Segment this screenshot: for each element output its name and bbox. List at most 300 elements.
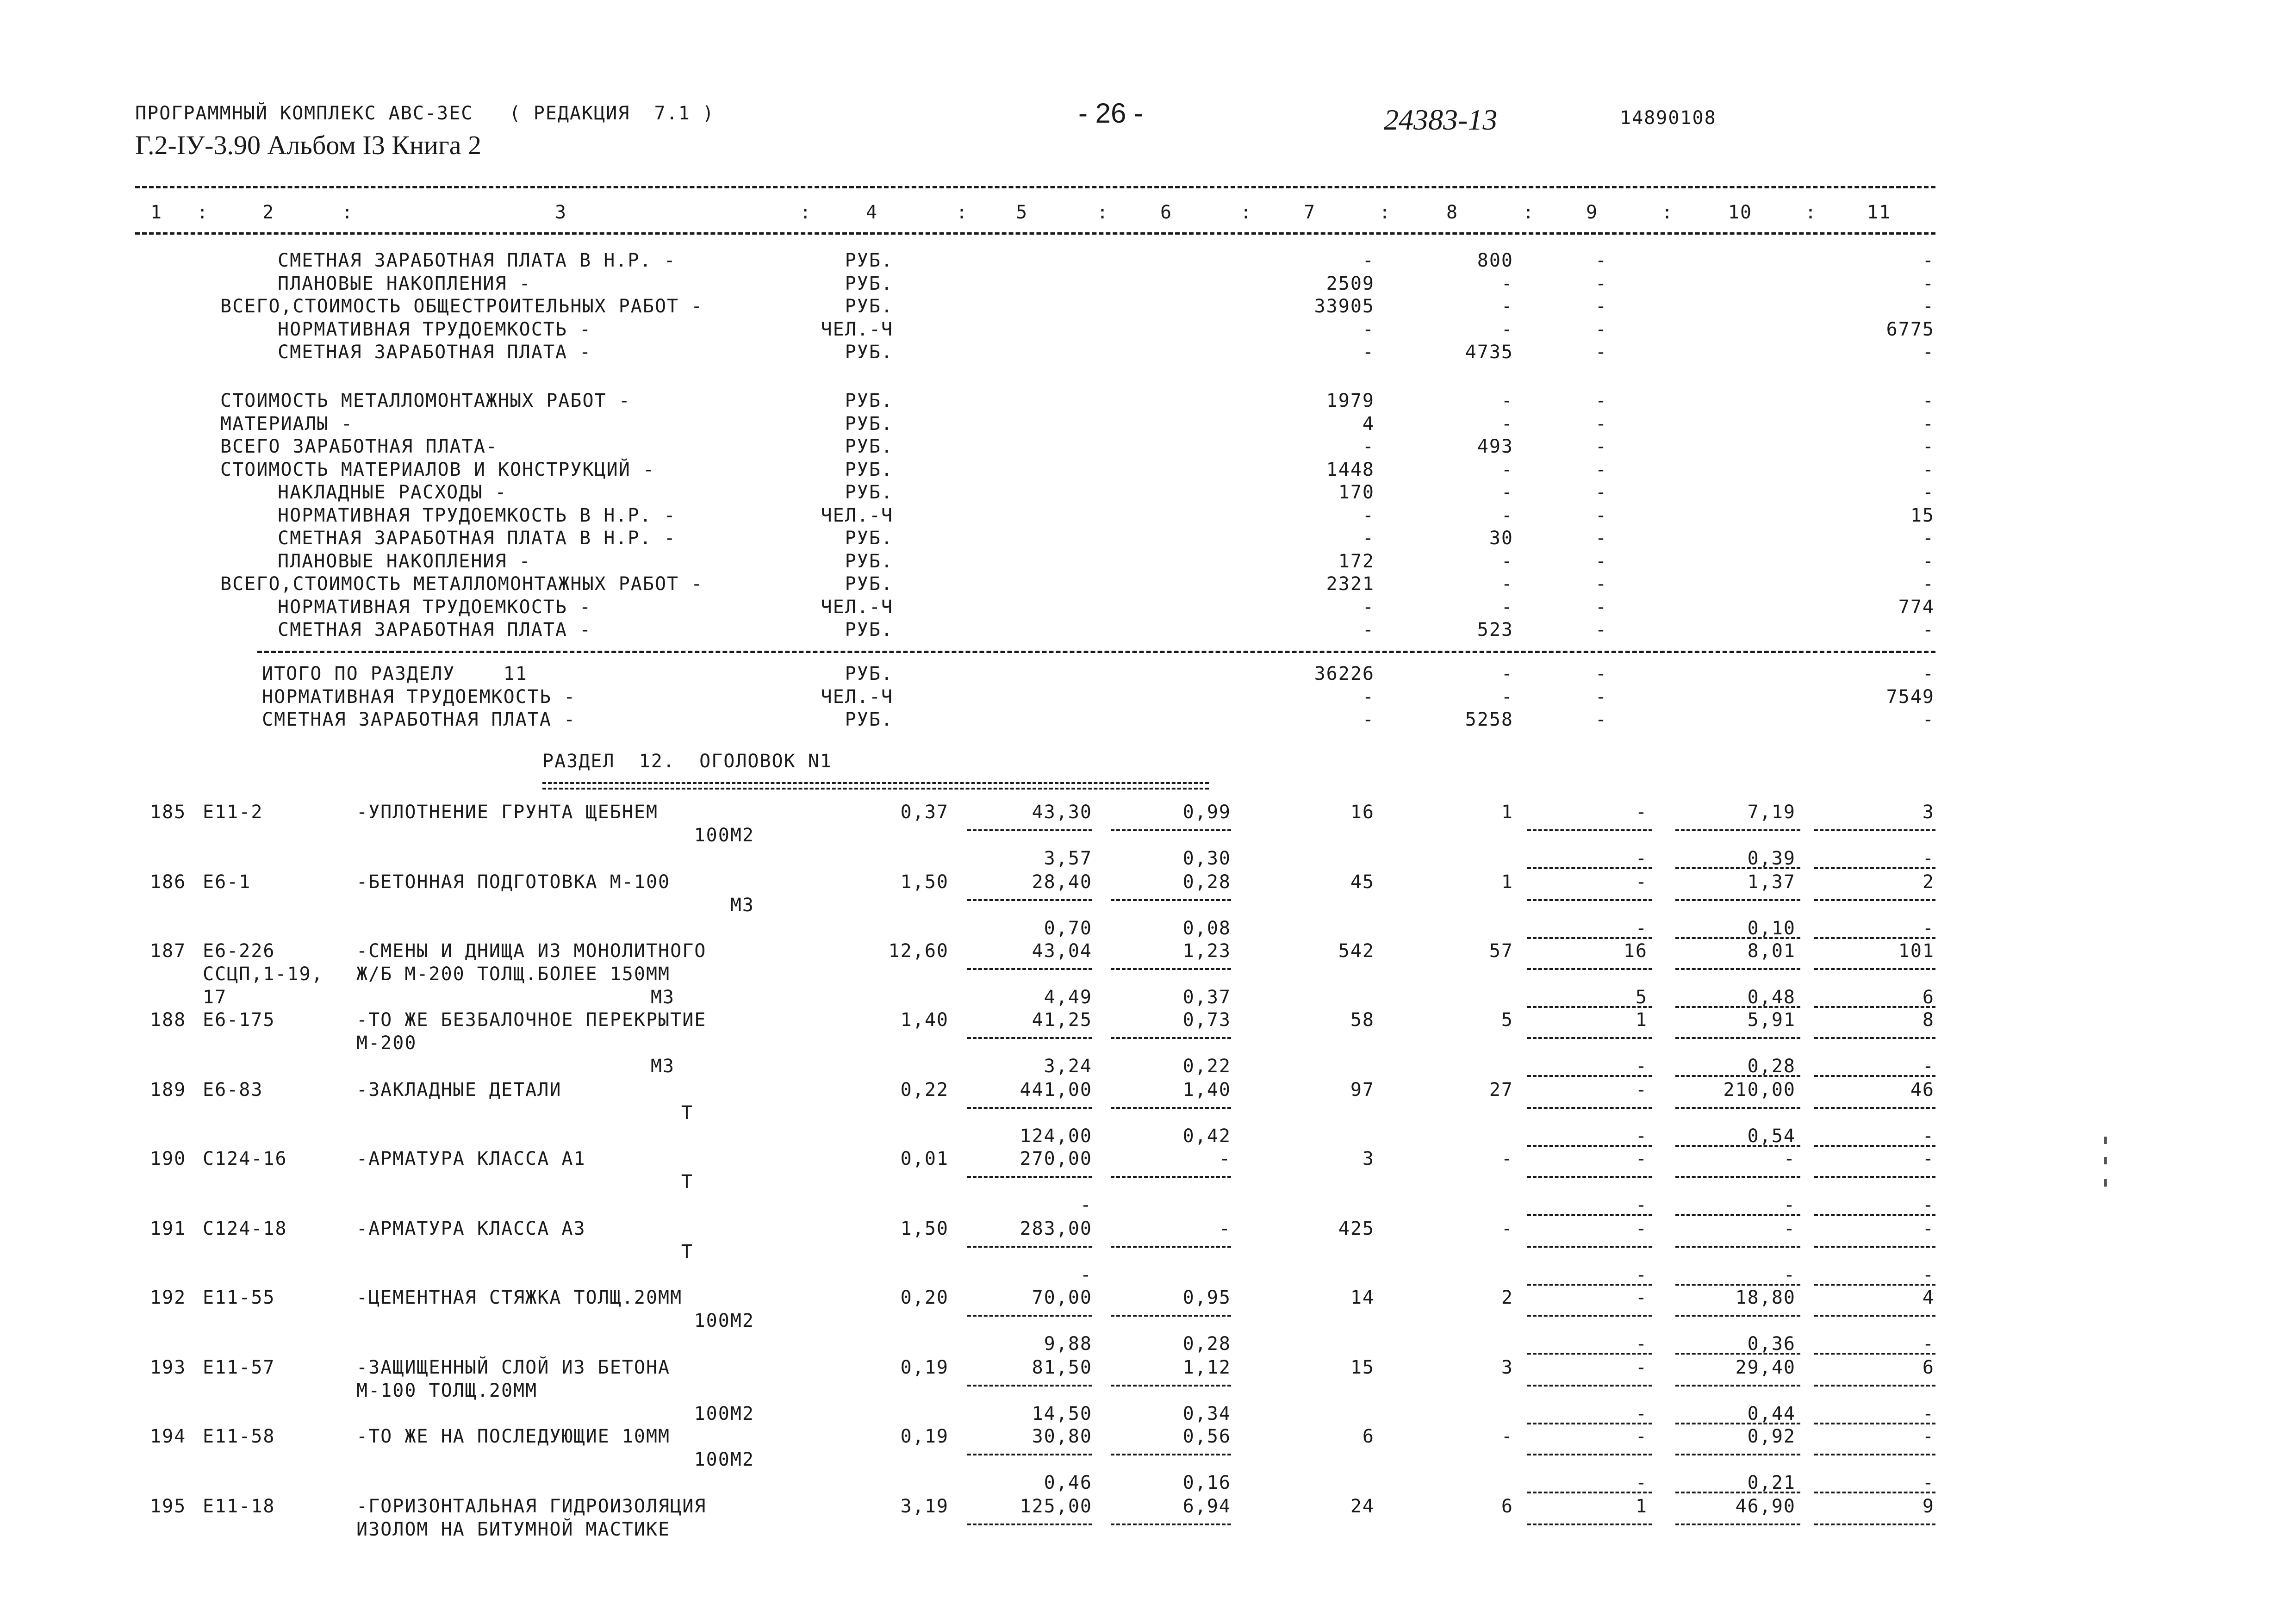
cell-underline <box>1111 1385 1231 1387</box>
item-wage-cost: 0,95 <box>1182 1287 1231 1308</box>
column-separator: : <box>342 202 354 223</box>
item-number: 193 <box>150 1357 187 1378</box>
item-code: Е6-83 <box>203 1079 263 1101</box>
item-quantity: 0,37 <box>900 802 949 823</box>
item-col9: - <box>1635 1426 1648 1447</box>
summary-value-col8: - <box>1501 482 1513 503</box>
item-unit-cost: 41,25 <box>1032 1009 1092 1031</box>
item-col10: - <box>1783 1148 1796 1169</box>
header-bottom-rule <box>135 232 1935 235</box>
summary-value-col8: 800 <box>1477 250 1513 271</box>
item-description: -АРМАТУРА КЛАССА А3 <box>356 1218 586 1239</box>
item-secondary-col10: 0,44 <box>1747 1403 1796 1424</box>
item-quantity: 0,19 <box>900 1357 949 1378</box>
cell-underline <box>967 1176 1092 1178</box>
summary-value-col7: - <box>1362 436 1375 457</box>
item-wage-cost: 0,28 <box>1182 871 1231 893</box>
summary-unit: РУБ. <box>845 709 893 730</box>
summary-value-col7: 172 <box>1338 550 1375 572</box>
summary-value-col11: 774 <box>1898 596 1935 618</box>
cell-underline <box>1675 1315 1800 1317</box>
cell-underline <box>1111 1176 1231 1178</box>
item-secondary-col10: 0,28 <box>1747 1056 1796 1077</box>
cell-underline <box>1814 1246 1935 1248</box>
summary-value-col7: 36226 <box>1314 663 1375 684</box>
cell-underline <box>1814 1492 1935 1493</box>
item-description: М-100 ТОЛЩ.20ММ <box>356 1380 538 1401</box>
cell-underline <box>1527 899 1652 901</box>
section-title: РАЗДЕЛ 12. ОГОЛОВОК N1 <box>542 751 832 772</box>
cell-underline <box>1527 829 1652 831</box>
cell-underline <box>1111 829 1231 831</box>
cell-underline <box>1111 1315 1231 1317</box>
cell-underline <box>1814 1145 1935 1147</box>
cell-underline <box>1814 1107 1935 1109</box>
cell-underline <box>1527 1423 1652 1424</box>
item-description: -ТО ЖЕ БЕЗБАЛОЧНОЕ ПЕРЕКРЫТИЕ <box>356 1009 707 1031</box>
item-secondary-col6: 0,37 <box>1182 987 1231 1008</box>
cell-underline <box>1814 1315 1935 1317</box>
cell-underline <box>1675 1524 1800 1525</box>
cell-underline <box>967 1315 1092 1317</box>
item-description: -СМЕНЫ И ДНИЩА ИЗ МОНОЛИТНОГО <box>356 940 707 962</box>
summary-unit: РУБ. <box>845 413 893 435</box>
item-secondary-col9: 5 <box>1635 987 1648 1008</box>
item-secondary-col9: - <box>1635 918 1648 939</box>
column-header-1: 1 <box>150 202 163 223</box>
item-unit-cost: 30,80 <box>1032 1426 1092 1447</box>
item-secondary-col5: 3,57 <box>1044 848 1092 869</box>
item-secondary-col5: 0,46 <box>1044 1472 1092 1493</box>
cell-underline <box>967 899 1092 901</box>
cell-underline <box>1675 937 1800 939</box>
cell-underline <box>1814 1214 1935 1216</box>
item-wage-cost: 0,73 <box>1182 1009 1231 1031</box>
cell-underline <box>1814 1037 1935 1039</box>
item-unit: М3 <box>650 1056 675 1077</box>
summary-value-col7: - <box>1362 504 1375 526</box>
item-wage-cost: - <box>1219 1218 1231 1239</box>
summary-unit: РУБ. <box>845 296 893 317</box>
column-header-2: 2 <box>262 202 275 223</box>
cell-underline <box>1111 1454 1231 1455</box>
summary-value-col8: - <box>1501 550 1513 572</box>
item-col10: 5,91 <box>1747 1009 1796 1031</box>
cell-underline <box>1814 1176 1935 1178</box>
item-total-cost: 14 <box>1350 1287 1375 1308</box>
item-col11: 6 <box>1922 1357 1935 1378</box>
cell-underline <box>967 1524 1092 1525</box>
item-number: 186 <box>150 871 187 893</box>
item-unit-cost: 81,50 <box>1032 1357 1092 1378</box>
summary-value-col7: - <box>1362 250 1375 271</box>
summary-value-col9: - <box>1595 663 1608 684</box>
item-quantity: 0,19 <box>900 1426 949 1447</box>
summary-label: НОРМАТИВНАЯ ТРУДОЕМКОСТЬ - <box>278 596 592 618</box>
summary-value-col9: - <box>1595 250 1608 271</box>
summary-label: ВСЕГО,СТОИМОСТЬ ОБЩЕСТРОИТЕЛЬНЫХ РАБОТ - <box>220 296 703 317</box>
summary-value-col7: 1979 <box>1326 390 1375 411</box>
summary-unit: РУБ. <box>845 619 893 640</box>
item-col11: 4 <box>1922 1287 1935 1308</box>
summary-value-col7: 1448 <box>1326 459 1375 480</box>
item-description: -ЦЕМЕНТНАЯ СТЯЖКА ТОЛЩ.20ММ <box>356 1287 683 1308</box>
cell-underline <box>1527 1006 1652 1008</box>
item-total-wage: - <box>1501 1218 1513 1239</box>
summary-value-col7: 33905 <box>1314 296 1375 317</box>
item-unit: М3 <box>650 987 675 1008</box>
summary-value-col7: 2509 <box>1326 273 1375 294</box>
summary-value-col11: - <box>1922 709 1935 730</box>
item-total-wage: - <box>1501 1148 1513 1169</box>
summary-value-col8: 5258 <box>1465 709 1513 730</box>
item-code: ССЦП,1-19, <box>203 964 324 985</box>
summary-value-col11: - <box>1922 482 1935 503</box>
item-total-cost: 16 <box>1350 802 1375 823</box>
summary-label: ВСЕГО ЗАРАБОТНАЯ ПЛАТА- <box>220 436 498 457</box>
summary-value-col11: - <box>1922 390 1935 411</box>
summary-value-col11: - <box>1922 528 1935 549</box>
item-quantity: 0,20 <box>900 1287 949 1308</box>
item-col10: 18,80 <box>1735 1287 1796 1308</box>
cell-underline <box>1675 1214 1800 1216</box>
item-code: Е11-18 <box>203 1496 275 1517</box>
item-wage-cost: 1,40 <box>1182 1079 1231 1101</box>
column-separator: : <box>1240 202 1253 223</box>
item-wage-cost: 1,12 <box>1182 1357 1231 1378</box>
cell-underline <box>1675 1145 1800 1147</box>
cell-underline <box>1675 899 1800 901</box>
cell-underline <box>1527 1107 1652 1109</box>
item-quantity: 0,22 <box>900 1079 949 1101</box>
item-secondary-col10: 0,21 <box>1747 1472 1796 1493</box>
column-separator: : <box>956 202 969 223</box>
item-secondary-col11: - <box>1922 1194 1935 1216</box>
item-unit-cost: 43,04 <box>1032 940 1092 962</box>
cell-underline <box>1527 1492 1652 1493</box>
item-secondary-col9: - <box>1635 1126 1648 1147</box>
summary-value-col8: - <box>1501 686 1513 708</box>
summary-value-col8: - <box>1501 504 1513 526</box>
cell-underline <box>1675 1075 1800 1077</box>
summary-value-col9: - <box>1595 318 1608 340</box>
item-total-cost: 425 <box>1338 1218 1375 1239</box>
section-underline <box>542 788 1209 790</box>
item-code: Е11-57 <box>203 1357 275 1378</box>
cell-underline <box>1527 1075 1652 1077</box>
item-secondary-col10: 0,39 <box>1747 848 1796 869</box>
column-separator: : <box>1661 202 1674 223</box>
item-col11: 101 <box>1898 940 1935 962</box>
item-col10: 7,19 <box>1747 802 1796 823</box>
item-col10: 8,01 <box>1747 940 1796 962</box>
summary-label: НАКЛАДНЫЕ РАСХОДЫ - <box>278 482 507 503</box>
item-secondary-col5: - <box>1080 1194 1092 1216</box>
summary-unit: РУБ. <box>845 390 893 411</box>
item-secondary-col9: - <box>1635 1472 1648 1493</box>
cell-underline <box>1675 1353 1800 1355</box>
cell-underline <box>1675 1423 1800 1424</box>
item-wage-cost: 6,94 <box>1182 1496 1231 1517</box>
item-total-cost: 45 <box>1350 871 1375 893</box>
cell-underline <box>967 1246 1092 1248</box>
item-number: 195 <box>150 1496 187 1517</box>
item-description: М-200 <box>356 1032 417 1054</box>
cell-underline <box>1675 1284 1800 1286</box>
album-title: Г.2-IУ-3.90 Альбом I3 Книга 2 <box>135 130 481 160</box>
cell-underline <box>1675 1454 1800 1455</box>
summary-unit: РУБ. <box>845 273 893 294</box>
item-secondary-col5: 3,24 <box>1044 1056 1092 1077</box>
summary-value-col7: - <box>1362 596 1375 618</box>
item-secondary-col10: - <box>1783 1194 1796 1216</box>
cell-underline <box>1814 1284 1935 1286</box>
item-secondary-col6: 0,16 <box>1182 1472 1231 1493</box>
summary-label: ВСЕГО,СТОИМОСТЬ МЕТАЛЛОМОНТАЖНЫХ РАБОТ - <box>220 573 703 595</box>
item-col10: 29,40 <box>1735 1357 1796 1378</box>
item-secondary-col6: 0,08 <box>1182 918 1231 939</box>
cell-underline <box>1111 968 1231 970</box>
item-secondary-col10: 0,54 <box>1747 1126 1796 1147</box>
table-top-rule <box>135 186 1935 188</box>
cell-underline <box>967 1037 1092 1039</box>
item-code: Е11-58 <box>203 1426 275 1447</box>
item-secondary-col5: 124,00 <box>1020 1126 1092 1147</box>
item-col10: 0,92 <box>1747 1426 1796 1447</box>
cell-underline <box>1527 1145 1652 1147</box>
summary-value-col9: - <box>1595 482 1608 503</box>
item-col10: 210,00 <box>1723 1079 1796 1101</box>
item-secondary-col5: 9,88 <box>1044 1333 1092 1355</box>
cell-underline <box>1675 1385 1800 1387</box>
summary-value-col11: 15 <box>1910 504 1935 526</box>
column-separator: : <box>197 202 209 223</box>
item-code: С124-18 <box>203 1218 287 1239</box>
item-number: 191 <box>150 1218 187 1239</box>
summary-value-col8: 523 <box>1477 619 1513 640</box>
item-col10: 46,90 <box>1735 1496 1796 1517</box>
item-number: 189 <box>150 1079 187 1101</box>
summary-label: СМЕТНАЯ ЗАРАБОТНАЯ ПЛАТА - <box>262 709 576 730</box>
item-quantity: 12,60 <box>888 940 949 962</box>
item-secondary-col11: - <box>1922 1264 1935 1286</box>
item-col11: - <box>1922 1426 1935 1447</box>
cell-underline <box>1527 1385 1652 1387</box>
item-col9: - <box>1635 1218 1648 1239</box>
cell-underline <box>1814 937 1935 939</box>
cell-underline <box>967 1385 1092 1387</box>
item-secondary-col9: - <box>1635 1056 1648 1077</box>
summary-value-col9: - <box>1595 709 1608 730</box>
summary-label: СМЕТНАЯ ЗАРАБОТНАЯ ПЛАТА В Н.Р. - <box>278 250 676 271</box>
section-underline <box>542 782 1209 784</box>
item-secondary-col11: - <box>1922 1056 1935 1077</box>
item-unit: 100М2 <box>694 1403 754 1424</box>
cell-underline <box>1675 1006 1800 1008</box>
item-unit: М3 <box>730 895 754 916</box>
item-total-wage: 3 <box>1501 1357 1513 1378</box>
item-unit-cost: 125,00 <box>1020 1496 1092 1517</box>
summary-label: НОРМАТИВНАЯ ТРУДОЕМКОСТЬ - <box>262 686 576 708</box>
summary-unit: РУБ. <box>845 528 893 549</box>
margin-mark <box>2104 1157 2107 1164</box>
item-secondary-col9: - <box>1635 848 1648 869</box>
item-col9: - <box>1635 1079 1648 1101</box>
cell-underline <box>1814 1454 1935 1455</box>
summary-value-col8: - <box>1501 390 1513 411</box>
cell-underline <box>1814 867 1935 869</box>
item-secondary-col6: 0,34 <box>1182 1403 1231 1424</box>
item-secondary-col9: - <box>1635 1333 1648 1355</box>
item-quantity: 3,19 <box>900 1496 949 1517</box>
cell-underline <box>1527 1315 1652 1317</box>
item-unit-cost: 283,00 <box>1020 1218 1092 1239</box>
summary-value-col8: - <box>1501 318 1513 340</box>
item-number: 187 <box>150 940 187 962</box>
item-code: Е11-2 <box>203 802 263 823</box>
summary-value-col8: - <box>1501 273 1513 294</box>
item-col10: 1,37 <box>1747 871 1796 893</box>
column-header-4: 4 <box>865 202 878 223</box>
item-col11: 46 <box>1910 1079 1935 1101</box>
item-total-cost: 6 <box>1362 1426 1375 1447</box>
margin-mark <box>2104 1137 2107 1144</box>
summary-value-col11: - <box>1922 436 1935 457</box>
item-col11: 9 <box>1922 1496 1935 1517</box>
document-code: 14890108 <box>1620 107 1717 129</box>
summary-label: НОРМАТИВНАЯ ТРУДОЕМКОСТЬ В Н.Р. - <box>278 504 676 526</box>
cell-underline <box>1814 829 1935 831</box>
summary-label: СТОИМОСТЬ МАТЕРИАЛОВ И КОНСТРУКЦИЙ - <box>220 459 655 480</box>
item-total-wage: - <box>1501 1426 1513 1447</box>
item-number: 192 <box>150 1287 187 1308</box>
page-number: - 26 - <box>1078 98 1144 129</box>
item-total-cost: 15 <box>1350 1357 1375 1378</box>
cell-underline <box>1675 829 1800 831</box>
cell-underline <box>1111 1107 1231 1109</box>
item-col11: 2 <box>1922 871 1935 893</box>
item-secondary-col10: 0,36 <box>1747 1333 1796 1355</box>
column-header-10: 10 <box>1728 202 1753 223</box>
item-quantity: 0,01 <box>900 1148 949 1169</box>
column-header-9: 9 <box>1586 202 1599 223</box>
item-description: -УПЛОТНЕНИЕ ГРУНТА ЩЕБНЕМ <box>356 802 659 823</box>
cell-underline <box>1111 1246 1231 1248</box>
item-total-wage: 27 <box>1489 1079 1513 1101</box>
item-unit-cost: 43,30 <box>1032 802 1092 823</box>
cell-underline <box>1675 968 1800 970</box>
item-quantity: 1,40 <box>900 1009 949 1031</box>
program-header: ПРОГРАММНЫЙ КОМПЛЕКС АВС-ЗЕС ( РЕДАКЦИЯ 7.1 ) <box>135 103 715 124</box>
summary-value-col8: - <box>1501 596 1513 618</box>
cell-underline <box>1675 1037 1800 1039</box>
summary-label: ПЛАНОВЫЕ НАКОПЛЕНИЯ - <box>278 273 531 294</box>
item-quantity: 1,50 <box>900 871 949 893</box>
item-secondary-col9: - <box>1635 1264 1648 1286</box>
summary-unit: РУБ. <box>845 436 893 457</box>
item-total-cost: 58 <box>1350 1009 1375 1031</box>
item-code: Е11-55 <box>203 1287 275 1308</box>
cell-underline <box>1675 1246 1800 1248</box>
item-secondary-col5: 4,49 <box>1044 987 1092 1008</box>
summary-value-col9: - <box>1595 596 1608 618</box>
summary-value-col8: 4735 <box>1465 342 1513 363</box>
summary-value-col9: - <box>1595 296 1608 317</box>
item-secondary-col11: - <box>1922 918 1935 939</box>
item-description: Ж/Б М-200 ТОЛЩ.БОЛЕЕ 150ММ <box>356 964 671 985</box>
item-col9: - <box>1635 871 1648 893</box>
item-col11: 8 <box>1922 1009 1935 1031</box>
item-unit: Т <box>681 1171 693 1193</box>
summary-value-col7: - <box>1362 709 1375 730</box>
item-secondary-col11: - <box>1922 848 1935 869</box>
cell-underline <box>1527 968 1652 970</box>
item-wage-cost: 1,23 <box>1182 940 1231 962</box>
summary-unit: РУБ. <box>845 573 893 595</box>
item-description: -ТО ЖЕ НА ПОСЛЕДУЮЩИЕ 10ММ <box>356 1426 671 1447</box>
item-col9: - <box>1635 1357 1648 1378</box>
column-header-11: 11 <box>1867 202 1892 223</box>
summary-unit: ЧЕЛ.-Ч <box>821 596 893 618</box>
summary-value-col8: 30 <box>1489 528 1513 549</box>
item-code: Е6-1 <box>203 871 251 893</box>
cell-underline <box>1527 1353 1652 1355</box>
summary-label: НОРМАТИВНАЯ ТРУДОЕМКОСТЬ - <box>278 318 592 340</box>
handwritten-number: 24383-13 <box>1384 103 1498 136</box>
cell-underline <box>967 968 1092 970</box>
cell-underline <box>1814 1075 1935 1077</box>
item-secondary-col10: 0,48 <box>1747 987 1796 1008</box>
summary-value-col7: - <box>1362 619 1375 640</box>
item-secondary-col10: 0,10 <box>1747 918 1796 939</box>
cell-underline <box>1814 1006 1935 1008</box>
item-description: -АРМАТУРА КЛАССА А1 <box>356 1148 586 1169</box>
cell-underline <box>1527 1524 1652 1525</box>
item-unit-cost: 270,00 <box>1020 1148 1092 1169</box>
cell-underline <box>1527 1037 1652 1039</box>
item-secondary-col11: 6 <box>1922 987 1935 1008</box>
column-separator: : <box>1379 202 1392 223</box>
summary-value-col8: - <box>1501 413 1513 435</box>
item-wage-cost: 0,56 <box>1182 1426 1231 1447</box>
item-secondary-col6: 0,30 <box>1182 848 1231 869</box>
item-secondary-col11: - <box>1922 1472 1935 1493</box>
summary-value-col11: - <box>1922 663 1935 684</box>
cell-underline <box>1675 1107 1800 1109</box>
cell-underline <box>1675 1176 1800 1178</box>
item-unit-cost: 28,40 <box>1032 871 1092 893</box>
summary-value-col9: - <box>1595 550 1608 572</box>
item-description: ИЗОЛОМ НА БИТУМНОЙ МАСТИКЕ <box>356 1519 671 1540</box>
item-secondary-col6: 0,42 <box>1182 1126 1231 1147</box>
item-col11: 3 <box>1922 802 1935 823</box>
item-code: С124-16 <box>203 1148 287 1169</box>
summary-unit: ЧЕЛ.-Ч <box>821 686 893 708</box>
cell-underline <box>1111 1037 1231 1039</box>
summary-value-col9: - <box>1595 619 1608 640</box>
cell-underline <box>1675 1492 1800 1493</box>
item-unit: Т <box>681 1241 693 1262</box>
item-number: 188 <box>150 1009 187 1031</box>
cell-underline <box>1527 1246 1652 1248</box>
summary-value-col9: - <box>1595 459 1608 480</box>
summary-value-col11: 7549 <box>1886 686 1935 708</box>
summary-label: СМЕТНАЯ ЗАРАБОТНАЯ ПЛАТА В Н.Р. - <box>278 528 676 549</box>
item-total-cost: 97 <box>1350 1079 1375 1101</box>
summary-value-col11: - <box>1922 342 1935 363</box>
item-unit: 100М2 <box>694 1449 754 1470</box>
summary-value-col9: - <box>1595 342 1608 363</box>
